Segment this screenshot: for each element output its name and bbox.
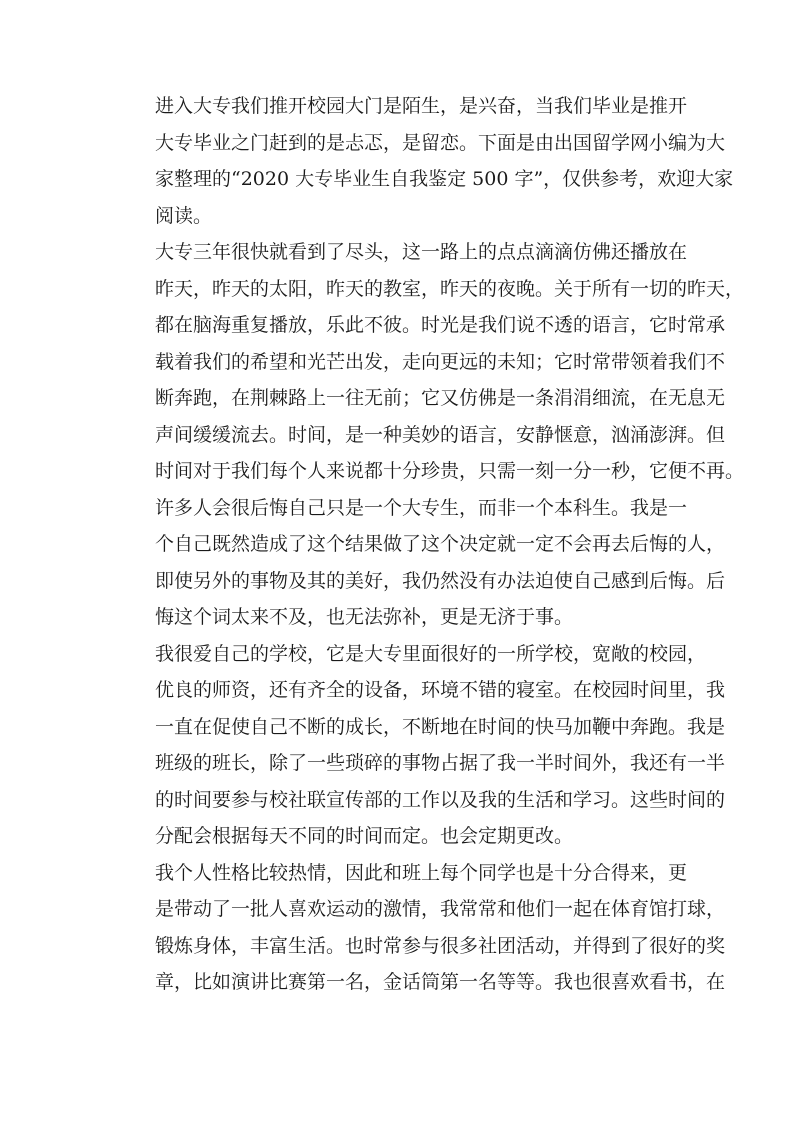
text-line: 班级的班长，除了一些琐碎的事物占据了我一半时间外，我还有一半 [155,752,726,774]
text-line: 声间缓缓流去。时间，是一种美妙的语言，安静惬意，汹涌澎湃。但 [155,423,726,446]
text-line: 即使另外的事物及其的美好，我仍然没有办法迫使自己感到后悔。后 [155,569,726,592]
document-body [117,88,745,1001]
text-line: 载着我们的希望和光芒出发，走向更远的未知；它时常带领着我们不 [155,350,726,373]
text-line: 一直在促使自己不断的成长，不断地在时间的快马加鞭中奔跑。我是 [155,715,726,738]
text-line: 家整理的“2020 大专毕业生自我鉴定 500 字”，仅供参考，欢迎大家 [155,168,734,190]
paragraph-school [117,636,726,855]
paragraph-intro [117,88,734,234]
text-line: 进入大专我们推开校园大门是陌生，是兴奋，当我们毕业是推开 [155,95,688,117]
text-line: 个自己既然造成了这个结果做了这个决定就一定不会再去后悔的人， [155,533,726,555]
text-line: 优良的师资，还有齐全的设备，环境不错的寝室。在校园时间里，我 [155,679,726,701]
text-line: 断奔跑，在荆棘路上一往无前；它又仿佛是一条涓涓细流，在无息无 [155,387,726,409]
text-line: 章，比如演讲比赛第一名，金话筒第一名等等。我也很喜欢看书，在 [155,971,726,993]
text-line: 悔这个词太来不及，也无法弥补，更是无济于事。 [155,606,574,628]
text-line: 阅读。 [155,204,213,227]
paragraph-time [117,234,745,490]
paragraph-personality [117,855,726,1001]
text-line: 分配会根据每天不同的时间而定。也会定期更改。 [155,825,574,847]
text-line: 大专三年很快就看到了尽头，这一路上的点点滴滴仿佛还播放在 [155,241,688,263]
text-line: 昨天，昨天的太阳，昨天的教室，昨天的夜晚。关于所有一切的昨天， [155,277,745,300]
text-line: 是带动了一批人喜欢运动的激情，我常常和他们一起在体育馆打球， [155,898,726,920]
text-line: 大专毕业之门赶到的是忐忑，是留恋。下面是由出国留学网小编为大 [155,131,726,154]
text-line: 我个人性格比较热情，因此和班上每个同学也是十分合得来，更 [155,861,688,884]
text-line: 都在脑海重复播放，乐此不彼。时光是我们说不透的语言，它时常承 [155,314,726,336]
text-line: 的时间要参与校社联宣传部的工作以及我的生活和学习。这些时间的 [155,788,726,811]
text-line: 时间对于我们每个人来说都十分珍贵，只需一刻一分一秒，它便不再。 [155,460,745,482]
text-line: 锻炼身体，丰富生活。也时常参与很多社团活动，并得到了很好的奖 [155,934,726,957]
paragraph-regret [117,490,726,636]
text-line: 许多人会很后悔自己只是一个大专生，而非一个本科生。我是一 [155,496,688,519]
text-line: 我很爱自己的学校，它是大专里面很好的一所学校，宽敞的校园， [155,642,707,665]
